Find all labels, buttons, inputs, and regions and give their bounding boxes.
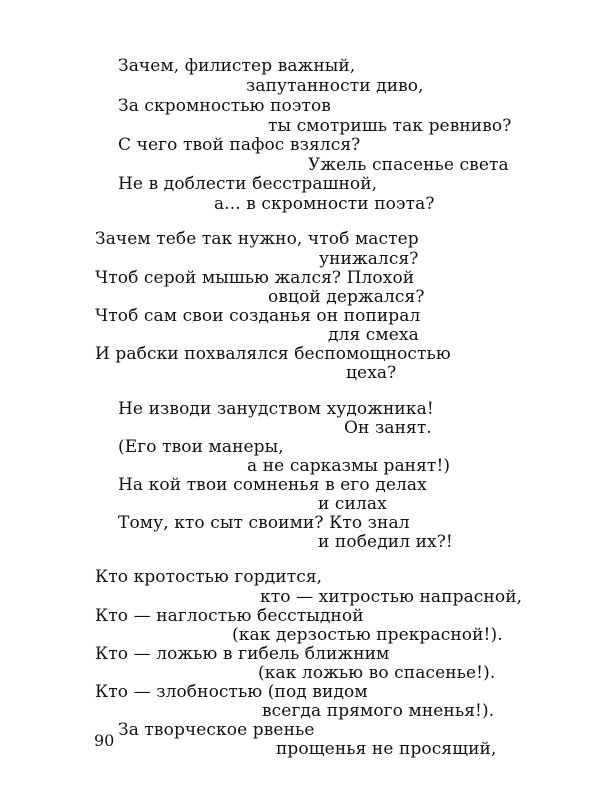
poem-line: За творческое рвенье bbox=[118, 720, 315, 740]
poem-line: а не сарказмы ранят!) bbox=[247, 456, 451, 476]
poem-line: (как дерзостью прекрасной!). bbox=[232, 625, 503, 645]
poem-line: Чтоб сам свои созданья он попирал bbox=[95, 306, 421, 326]
poem-line: Кто кротостью гордится, bbox=[95, 567, 323, 587]
poem-line: Ужель спасенье света bbox=[308, 155, 509, 175]
poem-line: И рабски похвалялся беспомощностью bbox=[95, 344, 451, 364]
poem-line: унижался? bbox=[319, 249, 419, 269]
poem-line: Зачем тебе так нужно, чтоб мастер bbox=[95, 229, 419, 249]
poem-line: На кой твои сомненья в его делах bbox=[118, 475, 427, 495]
poem-line: запутанности диво, bbox=[246, 76, 424, 96]
poem-line: Кто — наглостью бесстыдной bbox=[95, 606, 364, 626]
poem-line: ты смотришь так ревниво? bbox=[268, 116, 512, 136]
poem-line: и силах bbox=[318, 494, 387, 514]
poem-line: С чего твой пафос взялся? bbox=[118, 135, 361, 155]
poem-line: Тому, кто сыт своими? Кто знал bbox=[118, 513, 410, 533]
poem-line: а... в скромности поэта? bbox=[214, 194, 435, 214]
poem-line: (как ложью во спасенье!). bbox=[258, 663, 496, 683]
page-number: 90 bbox=[94, 731, 115, 750]
poem-line: Он занят. bbox=[344, 418, 432, 438]
poem-line: Чтоб серой мышью жался? Плохой bbox=[95, 268, 415, 288]
poem-line: Кто — злобностью (под видом bbox=[95, 682, 368, 702]
poem-line: (Его твои манеры, bbox=[118, 437, 284, 457]
poem-line: и победил их?! bbox=[318, 532, 453, 552]
poem-line: для смеха bbox=[328, 325, 419, 345]
poem-line: За скромностью поэтов bbox=[118, 96, 331, 116]
poem-line: всегда прямого мненья!). bbox=[262, 701, 495, 721]
poem-line: Не в доблести бесстрашной, bbox=[118, 174, 378, 194]
poem-line: Не изводи занудством художника! bbox=[118, 399, 434, 419]
poem-line: овцой держался? bbox=[268, 287, 425, 307]
poem-line: цеха? bbox=[346, 363, 397, 383]
poem-line: Зачем, филистер важный, bbox=[118, 56, 356, 76]
poem-line: кто — хитростью напрасной, bbox=[260, 587, 523, 607]
poem-line: прощенья не просящий, bbox=[276, 739, 497, 759]
poem-line: Кто — ложью в гибель ближним bbox=[95, 644, 390, 664]
